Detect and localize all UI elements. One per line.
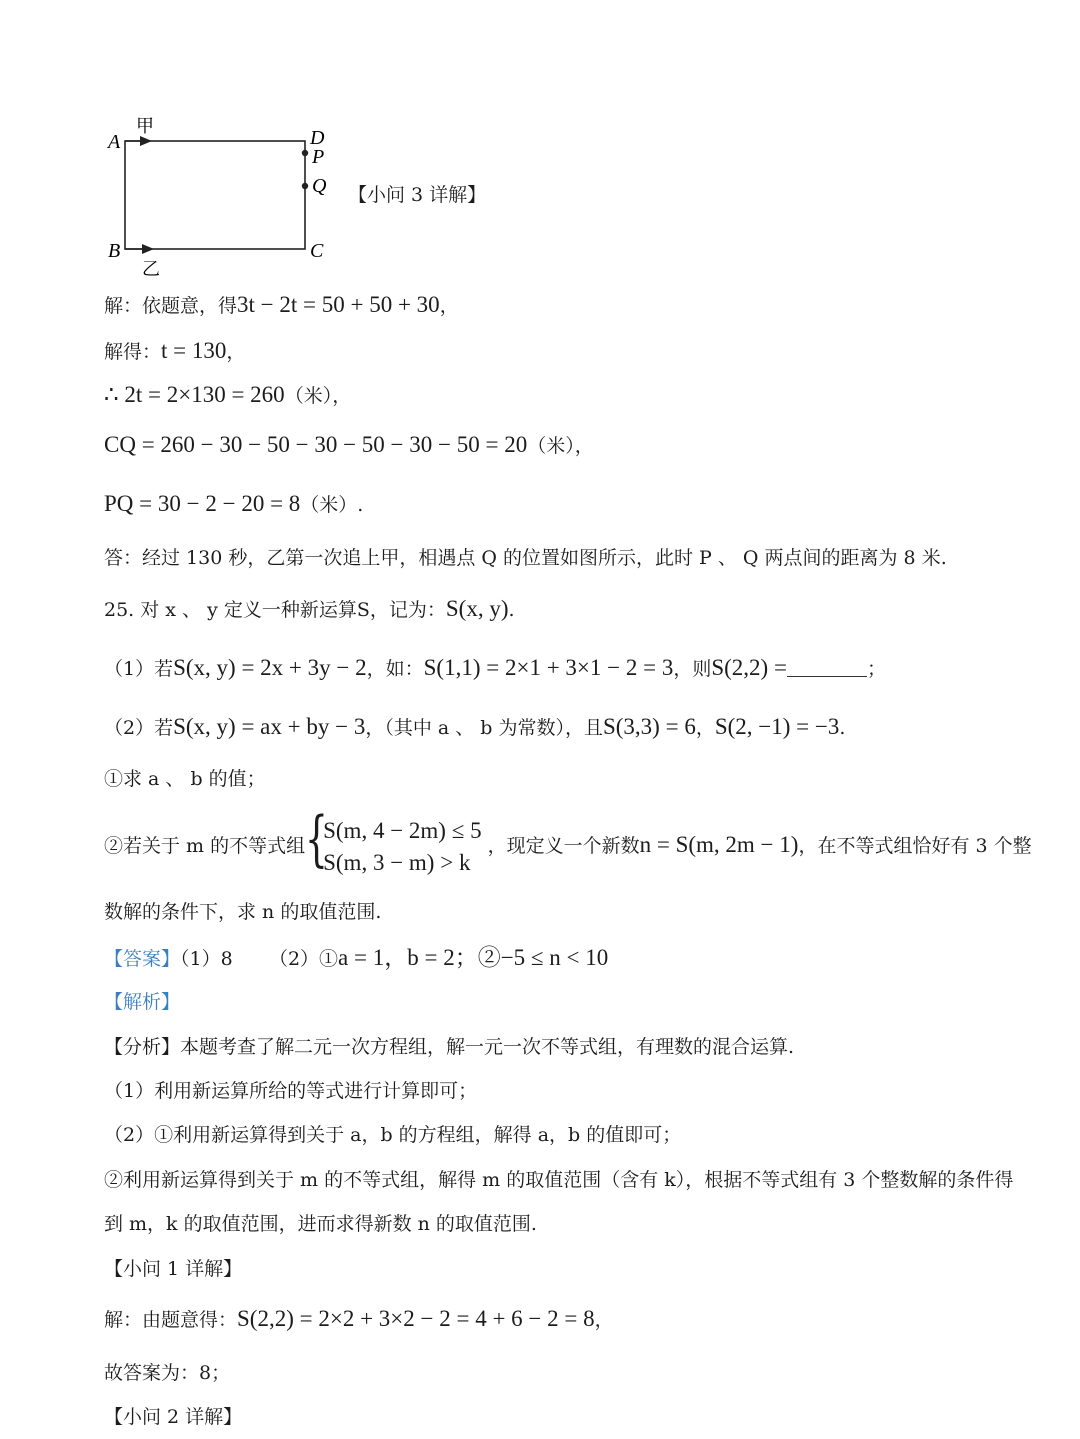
- sub1-heading: 【小问 1 详解】: [104, 1258, 243, 1280]
- solution-line-1: 解：依题意，得3t − 2t = 50 + 50 + 30，: [104, 292, 459, 317]
- fenxi-step2: （2）①利用新运算得到关于 a，b 的方程组，解得 a，b 的值即可；: [104, 1124, 682, 1146]
- solution-line-5: PQ = 30 − 2 − 20 = 8（米）.: [104, 491, 364, 516]
- label-d: D: [310, 127, 325, 149]
- q25-intro: 25. 对 x 、 y 定义一种新运算S，记为：S(x, y).: [104, 596, 515, 621]
- answer-blank: [787, 656, 867, 677]
- sub1-solution: 解：由题意得：S(2,2) = 2×2 + 3×2 − 2 = 4 + 6 − 2 = 8，: [104, 1306, 614, 1331]
- sub3-heading: 【小问 3 详解】: [348, 184, 487, 206]
- q25-item2: ②若关于 m 的不等式组 { S(m, 4 − 2m) ≤ 5 S(m, 3 − m) > k ，现定义一个新数n = S(m, 2m − 1)，在不等式组恰好有 3 个整: [104, 812, 1032, 879]
- q25-part1: （1）若S(x, y) = 2x + 3y − 2，如：S(1,1) = 2×1 + 3×1 − 2 = 3，则S(2,2) = ；: [104, 655, 886, 680]
- sub2-heading: 【小问 2 详解】: [104, 1406, 243, 1428]
- fenxi-step3-cont: 到 m，k 的取值范围，进而求得新数 n 的取值范围.: [104, 1213, 537, 1235]
- answer-summary: 【答案】（1）8 （2）①a = 1，b = 2；②−5 ≤ n < 10: [104, 945, 609, 970]
- fenxi-line: 【分析】本题考查了解二元一次方程组，解一元一次不等式组，有理数的混合运算.: [104, 1036, 795, 1058]
- rectangle-diagram: [100, 112, 360, 282]
- label-q: Q: [312, 175, 327, 197]
- label-c: C: [310, 240, 324, 262]
- q25-item1: ①求 a 、 b 的值；: [104, 768, 266, 790]
- solution-line-2: 解得：t = 130，: [104, 338, 246, 363]
- sub1-answer: 故答案为：8；: [104, 1362, 231, 1384]
- inequality-system: { S(m, 4 − 2m) ≤ 5 S(m, 3 − m) > k: [305, 804, 482, 875]
- label-yi: 乙: [142, 259, 160, 280]
- q25-part2: （2）若S(x, y) = ax + by − 3，（其中 a 、 b 为常数），且S(3,3) = 6，S(2, −1) = −3.: [104, 714, 846, 739]
- analysis-tag: 【解析】: [104, 991, 181, 1013]
- solution-line-3: ∴ 2t = 2×130 = 260（米），: [104, 382, 352, 407]
- answer-line: 答：经过 130 秒，乙第一次追上甲，相遇点 Q 的位置如图所示，此时 P 、 Q 两点间的距离为 8 米.: [104, 547, 947, 569]
- solution-line-4: CQ = 260 − 30 − 50 − 30 − 50 − 30 − 50 = 20（米），: [104, 432, 594, 457]
- label-jia: 甲: [136, 116, 154, 137]
- label-p: P: [312, 146, 325, 168]
- fenxi-step1: （1）利用新运算所给的等式进行计算即可；: [104, 1080, 478, 1102]
- q25-item2-cont: 数解的条件下，求 n 的取值范围.: [104, 901, 382, 923]
- fenxi-step3: ②利用新运算得到关于 m 的不等式组，解得 m 的取值范围（含有 k），根据不等式组有 3 个整数解的条件得: [104, 1169, 1014, 1191]
- label-b: B: [108, 240, 121, 262]
- label-a: A: [108, 131, 121, 153]
